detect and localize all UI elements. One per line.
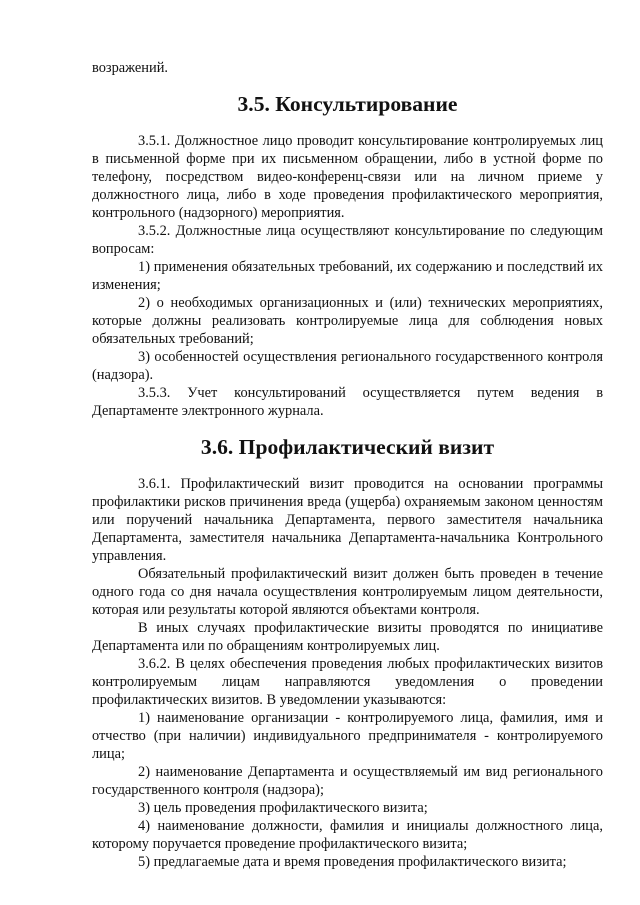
- intro-text: возражений.: [92, 60, 169, 76]
- paragraph-3-5-3: 3.5.3. Учет консультирований осуществляется путем ведения в Департаменте электронного журнала.: [92, 385, 603, 419]
- list-item-3-5-2-1: 1) применения обязательных требований, их содержанию и последствий их изменения;: [92, 259, 603, 293]
- list-item-3-6-2-2: 2) наименование Департамента и осуществляемый им вид регионального государственного контроля (надзора);: [92, 764, 603, 798]
- list-item-3-6-2-4: 4) наименование должности, фамилия и инициалы должностного лица, которому поручается проведение профилактического визита;: [92, 818, 603, 852]
- list-item-3-6-2-5: 5) предлагаемые дата и время проведения профилактического визита;: [138, 854, 567, 870]
- section-3-6-body: [92, 475, 603, 871]
- list-item-3-5-2-2: 2) о необходимых организационных и (или) технических мероприятиях, которые должны реализовать контролируемые лица для соблюдения новых обязательных требований;: [92, 295, 603, 347]
- paragraph-3-5-1: 3.5.1. Должностное лицо проводит консультирование контролируемых лиц в письменной форме при их письменном обращении, либо в устной форме по телефону, посредством видео-конференц-связи или на личном приеме у должностного лица, либо в ходе проведения профилактического мероприятия, контрольного (надзорного) мероприятия.: [92, 133, 603, 221]
- section-3-5-body: [92, 132, 603, 420]
- document-page: [92, 59, 603, 871]
- paragraph-other-cases: В иных случаях профилактические визиты проводятся по инициативе Департамента или по обращениям контролируемых лиц.: [92, 620, 603, 654]
- paragraph-3-5-2: 3.5.2. Должностные лица осуществляют консультирование по следующим вопросам:: [92, 223, 603, 257]
- paragraph-3-6-2: 3.6.2. В целях обеспечения проведения любых профилактических визитов контролируемым лицам направляются уведомления о проведении профилактических визитов. В уведомлении указываются:: [92, 656, 603, 708]
- list-item-3-5-2-3: 3) особенностей осуществления регионального государственного контроля (надзора).: [92, 349, 603, 383]
- list-item-3-6-2-3: 3) цель проведения профилактического визита;: [138, 800, 428, 816]
- section-heading-3-6: 3.6. Профилактический визит: [200, 435, 495, 459]
- section-heading-3-5: 3.5. Консультирование: [237, 92, 458, 116]
- paragraph-mandatory-visit: Обязательный профилактический визит должен быть проведен в течение одного года со дня начала осуществления контролируемым лицом деятельности, которая или результаты которой являются объектами контроля.: [92, 566, 603, 618]
- list-item-3-6-2-1: 1) наименование организации - контролируемого лица, фамилия, имя и отчество (при наличии) индивидуального предпринимателя - контролируемого лица;: [92, 710, 603, 762]
- paragraph-3-6-1: 3.6.1. Профилактический визит проводится на основании программы профилактики рисков причинения вреда (ущерба) охраняемым законом ценностям или поручений начальника Департамента, первого заместителя начальника Департамента, заместителя начальника Департамента-начальника Контрольного управления.: [92, 476, 603, 564]
